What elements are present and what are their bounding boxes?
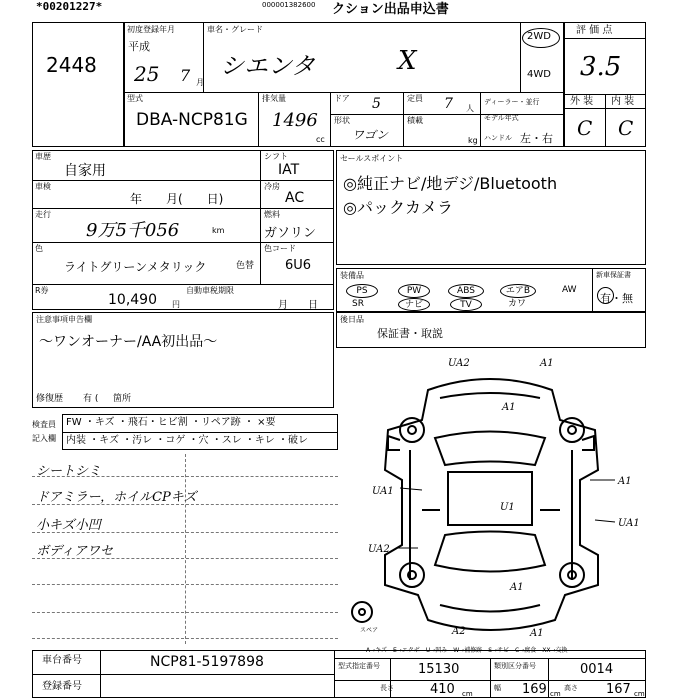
class-number: 0014 <box>580 662 614 677</box>
body-type: ワゴン <box>352 128 389 142</box>
length-label: 長さ <box>380 684 394 692</box>
model-year-label: モデル年式 <box>484 114 519 122</box>
score-value: 3.5 <box>580 52 622 82</box>
displacement-label: 排気量 <box>262 94 286 103</box>
damage-mark-a1-rearright: A1 <box>510 582 524 593</box>
inspector-row1: FW ・キズ ・飛石・ヒビ割 ・リペア跡 ・ ×要 <box>66 417 276 428</box>
width-unit: cm <box>550 690 561 698</box>
first-reg-label: 初度登録年月 <box>127 25 175 34</box>
notes-label: 注意事項申告欄 <box>36 315 92 324</box>
model-label: 型式 <box>127 94 143 103</box>
height-value: 167 <box>606 682 631 697</box>
sales-point-line2: ◎パックカメラ <box>343 198 453 217</box>
sales-point-box <box>336 150 646 265</box>
height-unit: cm <box>634 690 645 698</box>
repair-label: 修復歴 <box>36 394 64 404</box>
length-value: 410 <box>430 682 455 697</box>
equip-pw: PW <box>398 284 430 298</box>
lot-number-box <box>32 22 124 147</box>
ac-label: 冷房 <box>264 182 280 191</box>
inspection-label: 車検 <box>35 182 51 191</box>
model-code: DBA-NCP81G <box>136 110 248 130</box>
length-unit: cm <box>462 690 473 698</box>
sales-point-label: セールスポイント <box>340 154 404 163</box>
handwritten-area <box>32 454 338 644</box>
inspection-value: 年 月( 日) <box>130 192 224 206</box>
displacement: 1496 <box>272 110 318 131</box>
equip-ps: PS <box>346 284 378 298</box>
grade: X <box>398 46 417 76</box>
handwritten-note-3: 小キズ小凹 <box>36 518 101 533</box>
damage-mark-a1-frontright: A1 <box>540 358 554 369</box>
form-title: クション出品申込書 <box>332 2 449 17</box>
use-value: 自家用 <box>64 163 106 179</box>
doors: 5 <box>372 96 381 112</box>
capacity-unit: 人 <box>466 104 474 113</box>
header-strip <box>30 0 470 17</box>
cert-label: 型式指定番号 <box>338 662 380 670</box>
class-label: 類別区分番号 <box>494 662 536 670</box>
yen-unit: 円 <box>172 300 180 309</box>
kg-unit: kg <box>468 136 478 145</box>
barcode-number: 000001382600 <box>262 1 316 9</box>
lot-number: 2448 <box>46 53 97 77</box>
damage-mark-a1-rear: A1 <box>530 628 544 639</box>
manual-value: 有・無 <box>600 292 633 305</box>
interior-grade: C <box>618 116 634 140</box>
serial-number: *00201227* <box>36 0 103 13</box>
carname-label: 車名・グレード <box>207 25 263 34</box>
capacity-label: 定員 <box>407 94 423 103</box>
exterior-label: 外 装 <box>570 96 594 107</box>
damage-mark-u1-roof: U1 <box>500 502 515 513</box>
color-label: 色 <box>35 244 43 253</box>
equip-abs: ABS <box>448 284 484 298</box>
mileage-label: 走行 <box>35 210 51 219</box>
handwritten-note-2: ドアミラー，ホイルCPキズ <box>36 490 197 505</box>
width-value: 169 <box>522 682 547 697</box>
equip-navi: ナビ <box>398 298 430 311</box>
damage-mark-a1-right: A1 <box>618 476 632 487</box>
inspector-section <box>32 414 338 450</box>
drive-4wd: 4WD <box>527 69 551 80</box>
car-damage-diagram <box>340 350 646 650</box>
damage-mark-ua2-front: UA2 <box>448 358 470 369</box>
equip-sr: SR <box>352 299 364 309</box>
capacity: 7 <box>444 96 453 112</box>
equip-tv: TV <box>450 298 482 311</box>
km-unit: km <box>212 226 225 235</box>
score-label: 評 価 点 <box>576 25 613 36</box>
fuel-value: ガソリン <box>264 226 317 241</box>
damage-mark-ua1-right: UA1 <box>618 518 640 529</box>
first-reg-month: 7 <box>180 66 191 85</box>
manual-yes-circle <box>597 287 614 304</box>
damage-legend: A→キズ E→エクボ U→凹み W→補修跡 S→サビ C→腐食 XX→交換 <box>366 647 568 654</box>
handwritten-note-1: シートシミ <box>36 464 102 479</box>
manual-label: 新車保証書 <box>596 271 631 279</box>
notes-text: ～ワンオーナー/AA初出品～ <box>39 334 218 350</box>
cc-unit: cc <box>316 135 325 144</box>
body-label: 形状 <box>334 116 350 125</box>
chassis-label: 車台番号 <box>42 655 82 666</box>
inspector-label-2: 記入欄 <box>32 434 56 443</box>
dealer-label: ディーラー・並行 <box>484 98 540 106</box>
fuel-label: 燃料 <box>264 210 280 219</box>
damage-mark-ua1-left: UA1 <box>372 486 394 497</box>
first-reg-year: 25 <box>134 62 160 86</box>
inspector-row2: 内装 ・キズ ・汚レ ・コゲ ・穴 ・スレ ・キレ ・破レ <box>66 435 308 446</box>
shift-value: IAT <box>278 162 300 178</box>
recycle-label: R券 <box>35 286 49 295</box>
equip-airbag: エアB <box>500 284 536 298</box>
spare-label: スペア <box>360 627 379 634</box>
auto-tax-value: 月 日 <box>278 300 318 311</box>
inspector-label-1: 検査員 <box>32 420 56 429</box>
reg-label: 登録番号 <box>42 681 82 692</box>
damage-mark-a2-rearleft: A2 <box>452 626 466 637</box>
docs-text: 保証書・取説 <box>377 327 443 340</box>
month-unit: 月 <box>196 78 204 87</box>
load-label: 積載 <box>407 116 423 125</box>
drive-2wd: 2WD <box>527 31 551 42</box>
equip-leather: カワ <box>508 299 527 309</box>
height-label: 高さ <box>564 684 578 692</box>
width-label: 幅 <box>494 684 501 692</box>
repair-value: 有 ( <box>83 394 99 404</box>
repair-count-unit: 箇所 <box>113 394 132 404</box>
damage-mark-a1-hood: A1 <box>502 402 516 413</box>
chassis-number: NCP81-5197898 <box>150 654 264 670</box>
damage-mark-ua2-left: UA2 <box>368 544 390 555</box>
use-label: 車歴 <box>35 152 51 161</box>
color-code-value: 6U6 <box>285 258 312 273</box>
mileage-value: 9万5千056 <box>86 220 180 241</box>
ac-value: AC <box>285 190 305 206</box>
auto-tax-label: 自動車税期限 <box>186 286 234 295</box>
handle-label: ハンドル <box>484 134 512 142</box>
sales-point-line1: ◎純正ナビ/地デジ/Bluetooth <box>343 174 558 193</box>
car-name: シエンタ <box>220 52 316 80</box>
docs-box <box>336 312 646 348</box>
doors-label: ドア <box>334 94 350 103</box>
docs-label: 後日品 <box>340 315 364 324</box>
handle: 左・右 <box>520 132 553 145</box>
equip-aw: AW <box>562 285 577 295</box>
handwritten-note-4: ボディアワセ <box>36 544 113 559</box>
color-value: ライトグリーンメタリック <box>64 260 207 274</box>
color-change-label: 色替 <box>236 261 255 271</box>
cert-number: 15130 <box>418 662 460 677</box>
exterior-grade: C <box>577 116 593 140</box>
era-label: 平成 <box>128 40 150 53</box>
interior-label: 内 装 <box>611 96 635 107</box>
equipment-label: 装備品 <box>340 271 364 280</box>
notes-box <box>32 312 334 408</box>
recycle-value: 10,490 <box>108 292 157 308</box>
color-code-label: 色コード <box>264 244 296 253</box>
shift-label: シフト <box>264 152 288 161</box>
